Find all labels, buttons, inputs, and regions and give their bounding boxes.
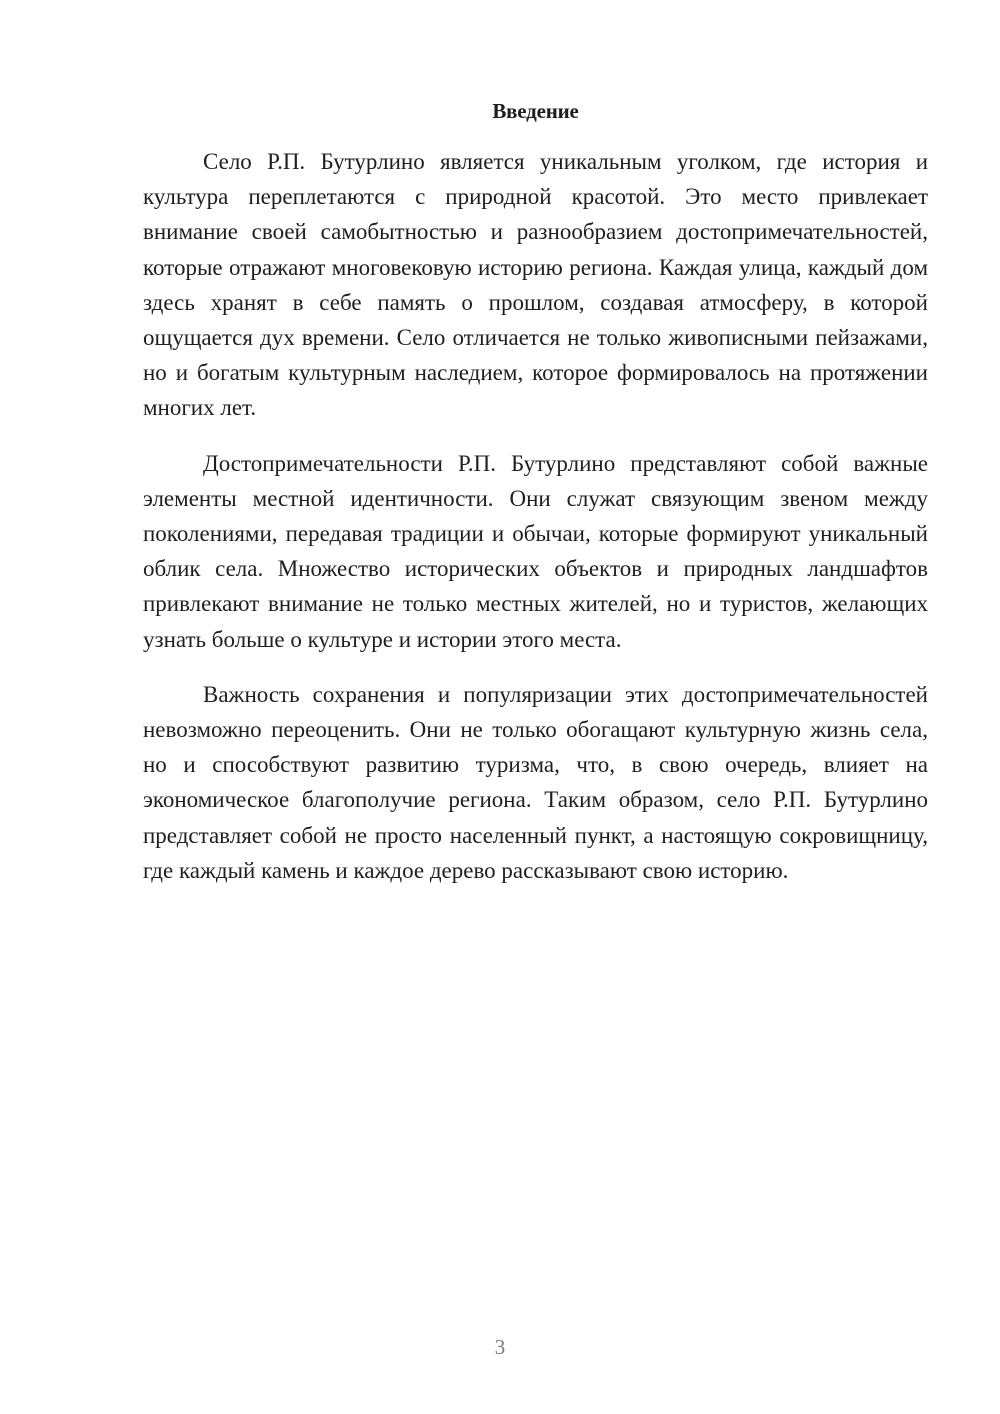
paragraph-intro: Село Р.П. Бутурлино является уникальным уголком, где история и культура переплетаются с природной красотой. Это место привлекает внимание своей самобытностью и разнообразием достопримечательностей, которые отражают многовековую историю региона. Каждая улица, каждый дом здесь хранят в себе память о прошлом, создавая атмосферу, в которой ощущается дух времени. Село отличается не только живописными пейзажами, но и богатым культурным наследием, которое формировалось на протяжении многих лет. (143, 149, 928, 421)
page-number: 3 (494, 1335, 506, 1359)
paragraph-importance: Важность сохранения и популяризации этих достопримечательностей невозможно переоценить. Они не только обогащают культурную жизнь села, но и способствуют развитию туризма, что, в свою очередь, влияет на экономическое благополучие региона. Таким образом, село Р.П. Бутурлино представляет собой не просто населенный пункт, а настоящую сокровищницу, где каждый камень и каждое дерево рассказывают свою историю. (143, 681, 928, 883)
page-content (143, 96, 928, 888)
section-title: Введение (492, 99, 579, 123)
paragraph-landmarks: Достопримечательности Р.П. Бутурлино представляют собой важные элементы местной идентичности. Они служат связующим звеном между поколениями, передавая традиции и обычаи, которые формируют уникальный облик села. Множество исторических объектов и природных ландшафтов привлекают внимание не только местных жителей, но и туристов, желающих узнать больше о культуре и истории этого места. (143, 450, 928, 652)
